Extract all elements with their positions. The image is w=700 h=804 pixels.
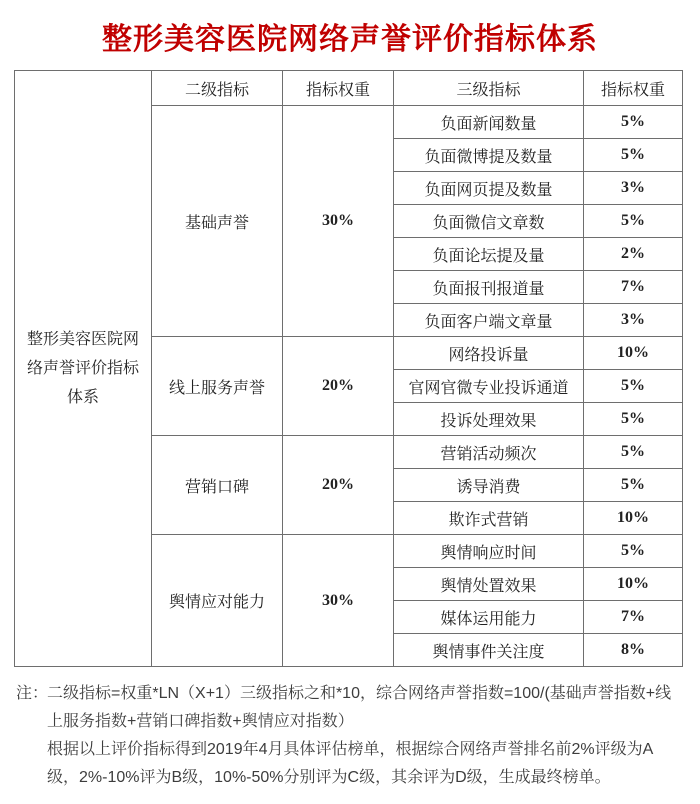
- tertiary-name-cell: 媒体运用能力: [394, 601, 584, 634]
- tertiary-weight-cell: 5%: [584, 370, 683, 403]
- tertiary-weight-cell: 5%: [584, 139, 683, 172]
- page-title: 整形美容医院网络声誉评价指标体系: [102, 23, 598, 56]
- tertiary-name-cell: 负面新闻数量: [394, 106, 584, 139]
- tertiary-weight-cell: 2%: [584, 238, 683, 271]
- system-name-cell: 整形美容医院网络声誉评价指标体系: [15, 71, 152, 667]
- tertiary-weight-cell: 7%: [584, 271, 683, 304]
- tertiary-name-cell: 负面网页提及数量: [394, 172, 584, 205]
- header-tertiary-indicator: 三级指标: [394, 71, 584, 106]
- table-header-row: [15, 71, 683, 106]
- footnote-paragraph-1: [16, 680, 684, 736]
- group-weight-cell: 20%: [283, 436, 394, 535]
- tertiary-name-cell: 负面微博提及数量: [394, 139, 584, 172]
- tertiary-weight-cell: 10%: [584, 502, 683, 535]
- tertiary-name-cell: 投诉处理效果: [394, 403, 584, 436]
- header-tertiary-weight: 指标权重: [584, 71, 683, 106]
- tertiary-name-cell: 官网官微专业投诉通道: [394, 370, 584, 403]
- tertiary-name-cell: 舆情处置效果: [394, 568, 584, 601]
- tertiary-weight-cell: 5%: [584, 436, 683, 469]
- tertiary-name-cell: 舆情事件关注度: [394, 634, 584, 667]
- tertiary-weight-cell: 5%: [584, 535, 683, 568]
- indicator-table: [14, 70, 683, 667]
- tertiary-weight-cell: 5%: [584, 205, 683, 238]
- tertiary-name-cell: 舆情响应时间: [394, 535, 584, 568]
- header-secondary-indicator: 二级指标: [152, 71, 283, 106]
- footnote: [16, 680, 684, 792]
- group-weight-cell: 30%: [283, 535, 394, 667]
- tertiary-name-cell: 负面论坛提及量: [394, 238, 584, 271]
- tertiary-name-cell: 诱导消费: [394, 469, 584, 502]
- tertiary-weight-cell: 10%: [584, 337, 683, 370]
- footnote-text-1: 二级指标=权重*LN（X+1）三级指标之和*10，综合网络声誉指数=100/(基础声誉指数+线上服务指数+营销口碑指数+舆情应对指数）: [47, 685, 672, 730]
- group-weight-cell: 30%: [283, 106, 394, 337]
- tertiary-name-cell: 负面微信文章数: [394, 205, 584, 238]
- footnote-label: 注：: [16, 685, 49, 702]
- tertiary-weight-cell: 3%: [584, 172, 683, 205]
- group-weight-cell: 20%: [283, 337, 394, 436]
- group-name-cell: 营销口碑: [152, 436, 283, 535]
- tertiary-name-cell: 负面报刊报道量: [394, 271, 584, 304]
- tertiary-weight-cell: 5%: [584, 106, 683, 139]
- tertiary-weight-cell: 7%: [584, 601, 683, 634]
- tertiary-weight-cell: 5%: [584, 469, 683, 502]
- group-name-cell: 线上服务声誉: [152, 337, 283, 436]
- footnote-paragraph-2: 根据以上评价指标得到2019年4月具体评估榜单，根据综合网络声誉排名前2%评级为A级，2%-10%评为B级，10%-50%分别评为C级，其余评为D级，生成最终榜单。: [47, 741, 654, 786]
- tertiary-name-cell: 营销活动频次: [394, 436, 584, 469]
- tertiary-name-cell: 欺诈式营销: [394, 502, 584, 535]
- tertiary-name-cell: 网络投诉量: [394, 337, 584, 370]
- tertiary-weight-cell: 10%: [584, 568, 683, 601]
- tertiary-name-cell: 负面客户端文章量: [394, 304, 584, 337]
- tertiary-weight-cell: 8%: [584, 634, 683, 667]
- tertiary-weight-cell: 3%: [584, 304, 683, 337]
- tertiary-weight-cell: 5%: [584, 403, 683, 436]
- header-secondary-weight: 指标权重: [283, 71, 394, 106]
- group-name-cell: 舆情应对能力: [152, 535, 283, 667]
- group-name-cell: 基础声誉: [152, 106, 283, 337]
